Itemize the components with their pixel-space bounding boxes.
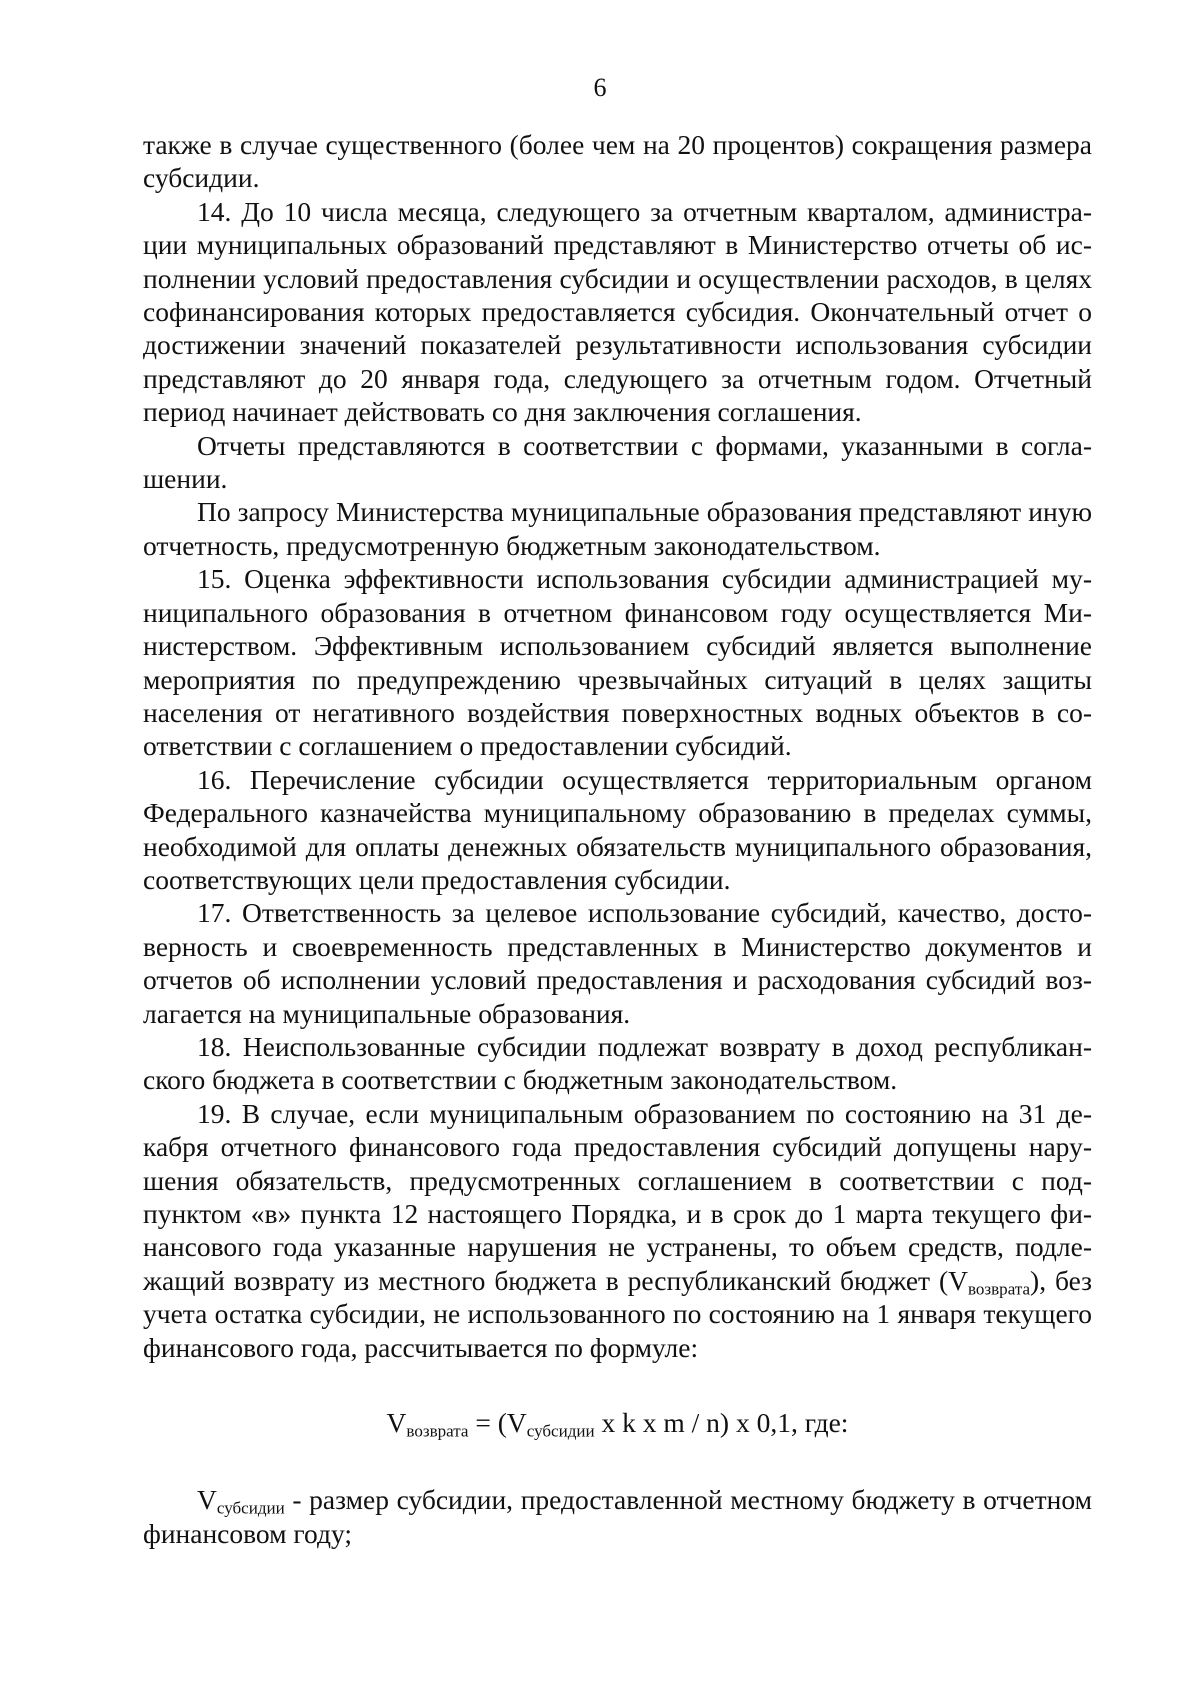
paragraph-19 [143, 1097, 1092, 1364]
definition-v: V [197, 1484, 217, 1516]
formula-equals: = (V [468, 1407, 527, 1439]
paragraph-continuation: также в случае существенного (более чем на 20 процентов) сокращения размера субсидии. [143, 129, 1092, 194]
paragraph-18: 18. Неиспользованные субсидии подлежат возврату в доход республиканского бюджета в соответствии с бюджетным законодательством. [143, 1030, 1092, 1096]
paragraph-14: 14. До 10 числа месяца, следующего за отчетным кварталом, администрации муниципальных образований представляют в Министерство отчеты об исполнении условий предоставления субсидии и осуществлении расходов, в целях софинансирования которых предоставляется субсидия. Окончательный отчет о достижении значений показателей результативности использования субсидии представляют до 20 января года, следующего за отчетным годом. Отчетный период начинает действовать со дня заключения соглашения. [143, 195, 1092, 428]
formula-tail: x k x m / n) x 0,1, где: [594, 1407, 849, 1439]
definition-text: - размер субсидии, предоставленной местному бюджету в отчетном финансовом году; [143, 1484, 1092, 1549]
definition-v-subsidy [143, 1483, 1092, 1550]
formula [143, 1406, 1092, 1439]
formula-subsidy-subscript: субсидии [526, 1421, 595, 1441]
paragraph-ministry-request: По запросу Министерства муниципальные образования представляют иную отчетность, предусмотренную бюджетным законодательством. [143, 496, 1092, 561]
paragraph-19-text: 19. В случае, если муниципальным образованием по состоянию на 31 декабря отчетного финансового года предоставления субсидий допущены нарушения обязательств, предусмотренных соглашением в соответствии с подпунктом «в» пункта 12 настоящего Порядка, и в срок до 1 марта текущего финансового года указанные нарушения не устранены, то объем средств, подлежащий возврату из местного бюджета в республиканский бюджет (V [143, 1097, 1092, 1296]
page-number: 6 [593, 73, 607, 102]
formula-v-return: V [386, 1407, 407, 1439]
formula-return-subscript: возврата [406, 1421, 469, 1441]
v-return-subscript: возврата [967, 1279, 1031, 1299]
document-body [143, 128, 1092, 1550]
paragraph-17: 17. Ответственность за целевое использование субсидий, качество, достоверность и своевременность представленных в Министерство документов и отчетов об исполнении условий предоставления и расходования субсидий возлагается на муниципальные образования. [143, 897, 1092, 1029]
paragraph-16: 16. Перечисление субсидии осуществляется территориальным органом Федерального казначейства муниципальному образованию в пределах суммы, необходимой для оплаты денежных обязательств муниципального образования, соответствующих цели предоставления субсидии. [143, 763, 1092, 895]
paragraph-reports-forms: Отчеты представляются в соответствии с формами, указанными в соглашении. [143, 429, 1092, 495]
paragraph-15: 15. Оценка эффективности использования субсидии администрацией муниципального образования в отчетном финансовом году осуществляется Министерством. Эффективным использованием субсидий является выполнение мероприятия по предупреждению чрезвычайных ситуаций в целях защиты населения от негативного воздействия поверхностных водных объектов в соответствии с соглашением о предоставлении субсидий. [143, 563, 1092, 762]
paragraph-19-tail: ), без учета остатка субсидии, не использованного по состоянию на 1 января текущего финансового года, рассчитывается по формуле: [143, 1264, 1092, 1363]
definition-subscript: субсидии [216, 1498, 285, 1518]
